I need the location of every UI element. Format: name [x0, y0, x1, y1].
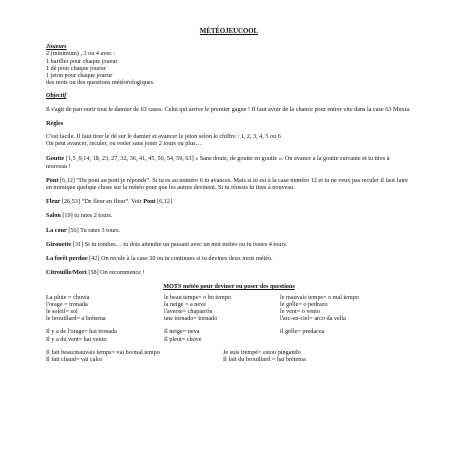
- word-cell: une tornado= tornado: [164, 315, 218, 323]
- rule-name: Citrouille/Mort: [46, 269, 87, 277]
- rule-fleur: [46, 198, 412, 205]
- word-cell: La pluie = chuvia: [46, 293, 90, 301]
- players-line: 1 jeton pour chaque joueur: [46, 72, 113, 80]
- word-cell: la neige = a neve: [164, 300, 206, 308]
- phrase-cell: il grêle= predacea: [280, 328, 325, 336]
- phrase-cell: Il pleut= chove: [164, 335, 202, 343]
- expression-cell: Il fait du brouillard = hai brétema: [223, 356, 306, 364]
- rule-tail: [6,12]: [155, 198, 173, 206]
- words-heading: MOTS météo pour deviner ou poser des questions: [163, 283, 295, 291]
- rule-text: [1,5 ,9,14, 18, 23, 27, 32, 36, 41, 45, 50, 54, 59, 63] « Sans doute, de goutte en goutte ». On avance à la goutte suivante et tu tires à nouveau !: [46, 155, 390, 170]
- players-section: [46, 43, 412, 86]
- expression-cell: Il fait chaud= vai calor: [46, 356, 103, 364]
- rule-name: Goutte: [46, 155, 65, 163]
- rule-text: [42] On recule à la case 30 ou tu continues si tu devines deux mots météo.: [87, 255, 273, 263]
- rule-girouette: [46, 241, 412, 248]
- word-cell: le grêle= o pedrazo: [280, 300, 328, 308]
- expression-cell: Il fait beau/mauvais temps= vai bo/mal tempo: [46, 348, 160, 356]
- word-cell: le brouillard= a brétema: [46, 315, 106, 323]
- rule-name: Fleur: [46, 198, 61, 206]
- word-cell: l'averse= chaparrón: [164, 308, 213, 316]
- rule-salon: [46, 212, 412, 219]
- expression-cell: Je suis trempé= estou pingando: [223, 348, 301, 356]
- word-cell: le vent= o vento: [280, 308, 321, 316]
- word-cell: l'arc-en-ciel= arco da vella: [280, 315, 346, 323]
- rule-goutte: [46, 155, 412, 169]
- word-cell: le beau temps= o bo tempo: [164, 293, 231, 301]
- rule-foret: [46, 255, 412, 262]
- page-title: MÉTÉOJEUCOOL: [199, 28, 259, 35]
- rule-pont: [46, 177, 412, 191]
- rules-section: [46, 120, 412, 148]
- phrase-cell: Il y a de l'orage= hai tronada: [46, 328, 117, 336]
- objective-section: [46, 92, 412, 112]
- word-cell: l'orage = tronada: [46, 300, 88, 308]
- objective-heading: Objectif: [46, 92, 67, 100]
- players-heading: Joueurs: [46, 43, 67, 51]
- players-line: 1 dé pour chaque joueur: [46, 64, 106, 72]
- rules-heading: Règles: [46, 119, 64, 127]
- rule-text: [56] Tu rates 3 tours.: [66, 226, 121, 234]
- word-cell: le soleil= sol: [46, 308, 78, 316]
- phrase-cell: [280, 336, 420, 343]
- rule-citrouille: [46, 269, 412, 276]
- rule-name: Pont: [46, 176, 59, 184]
- players-line: 1 barillet pour chaque joueur: [46, 57, 118, 65]
- rule-ref: Pont: [143, 198, 156, 206]
- players-line: 2 (minimum) , 3 ou 4 avec :: [46, 50, 116, 58]
- phrases-table: [46, 328, 412, 342]
- phrase-cell: Il neige= neva: [164, 328, 200, 336]
- rule-text: [6,12] “Du pont au pont je réponds”. Si tu es au numéro 6 tu avances. Mais si tu est à la case numéro 12 et tu ne veux pas reculer il faut faire en mimique quelque chose sur la météo pour que les autres devinent. Si tu réussis tu tires à nouveau.: [46, 176, 408, 192]
- objective-text: Il s'agit de parcourir tout le damier de 63 cases. Celui qui arrive le premier gagne ! Il faut avoir de la chance pour entrer vite dans la case 63 Muxia.: [46, 105, 411, 113]
- word-cell: le mauvais temps= o mal tempo: [280, 293, 359, 301]
- phrase-cell: Il y a du vent= hai vento: [46, 335, 107, 343]
- words-table: [46, 294, 412, 323]
- rules-text: On peut avancer, reculer, ou rester sans jouer 2 tours ou plus…: [46, 140, 202, 148]
- rule-text: [26,53] “De fleur en fleur”. Voir: [60, 198, 144, 206]
- rules-text: C'est facile. Il faut tirer le dé sur le damier et avancer le jeton selon le chiffre : 1, 2, 3, 4, 5 ou 6: [46, 133, 281, 141]
- rule-name: La cour: [46, 226, 67, 234]
- rule-name: Salon: [46, 212, 61, 220]
- players-line: des mots ou des questions météorologiques.: [46, 79, 155, 87]
- expressions-table: [46, 349, 412, 363]
- rule-text: [19] tu rates 2 tours.: [60, 212, 113, 220]
- rule-text: [31] Si tu tombes… tu dois attendre un passant avec un mot météo ou tu restes 4 tours.: [71, 240, 288, 248]
- rule-name: La forêt perdue: [46, 255, 88, 263]
- rule-name: Girouette: [46, 240, 72, 248]
- rule-text: [58] On recommence !: [86, 269, 145, 277]
- rule-cour: [46, 227, 412, 234]
